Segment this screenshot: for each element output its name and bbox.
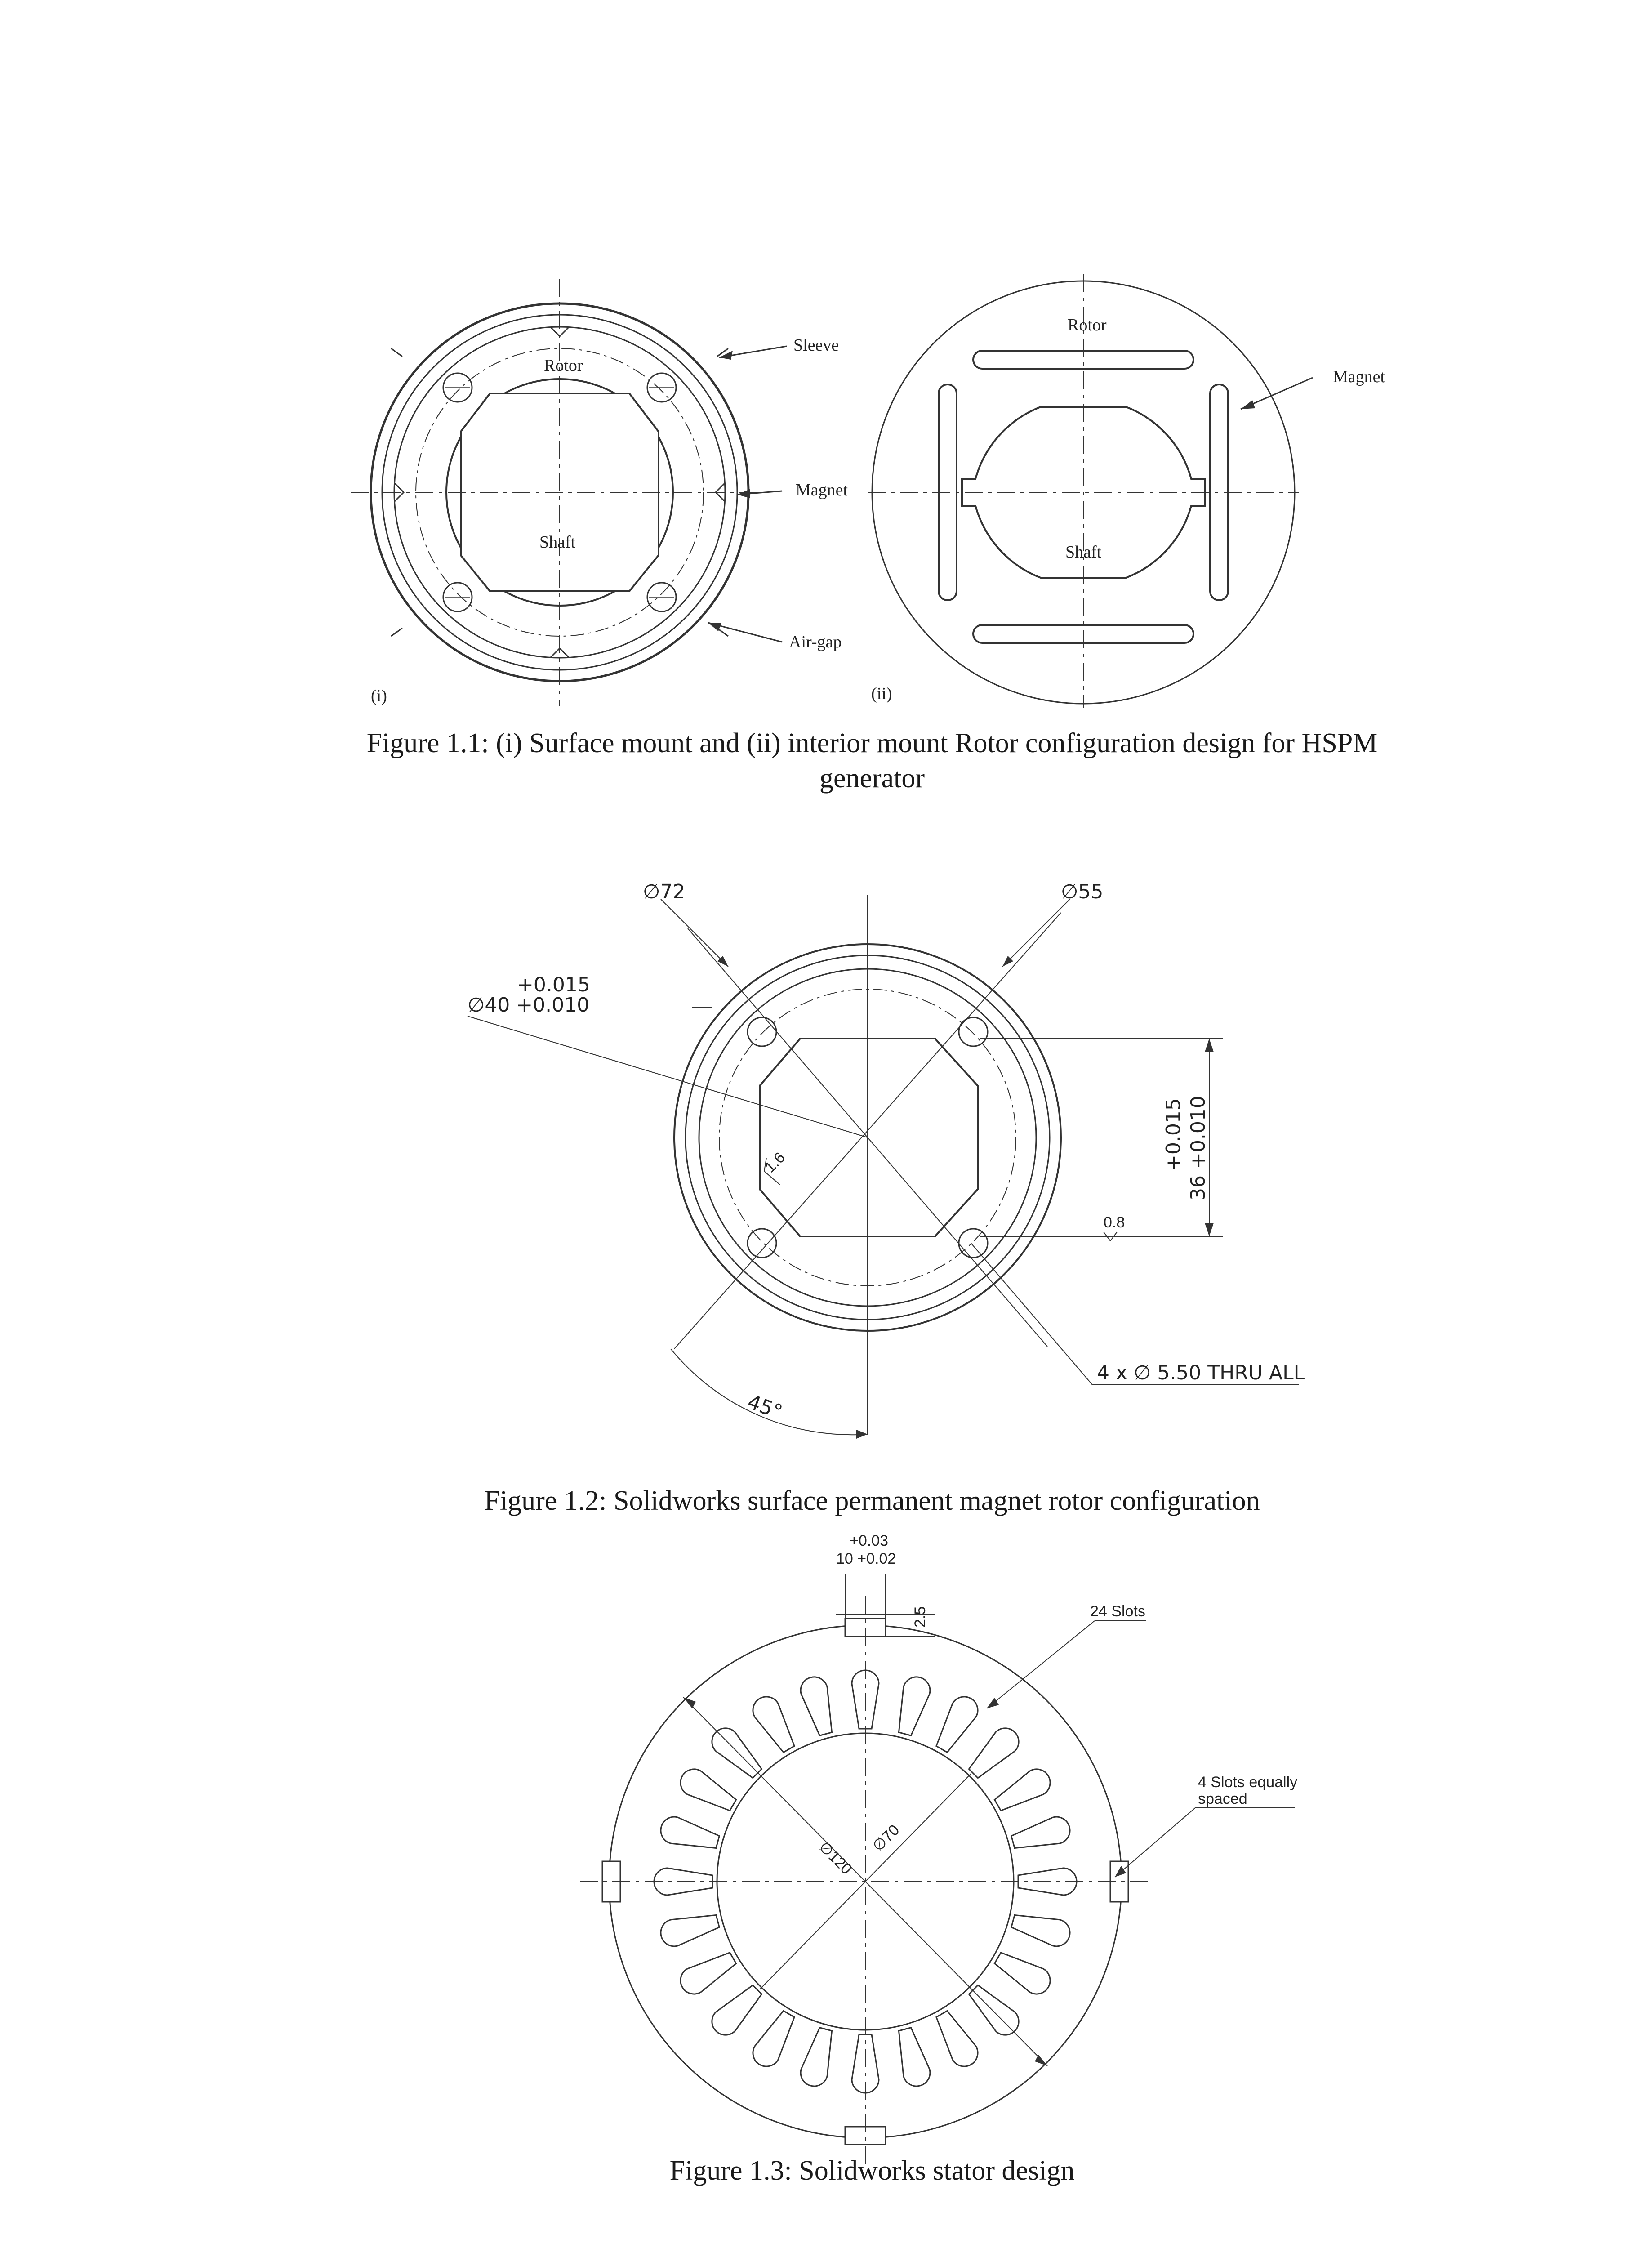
stator-slot-depth: 2.5 (912, 1606, 929, 1628)
stator-slot (706, 1722, 766, 1783)
stator-slot (991, 1946, 1055, 1999)
stator-equal-slots-line1: 4 Slots equally (1198, 1774, 1298, 1791)
shaft-label-right: Shaft (1065, 543, 1102, 562)
dim-vertical-tolerance: +0.015 (1162, 1098, 1185, 1171)
stator-slot (676, 1764, 740, 1817)
rotor-label-left: Rotor (544, 356, 583, 375)
stator-slot (658, 1908, 721, 1949)
surface-finish-b: 0.8 (1104, 1214, 1125, 1231)
stator-slot (748, 1692, 801, 1756)
figure-1-2-caption: Figure 1.2: Solidworks surface permanent magnet rotor configuration (484, 1485, 1260, 1516)
stator-slot (748, 2007, 801, 2071)
stator-diameter-120: ∅120 (815, 1838, 855, 1878)
dim-diameter-40: ∅40 +0.010 (468, 994, 590, 1017)
stator-slot (706, 1980, 766, 2040)
stator-slot (930, 1692, 983, 1756)
figure-tag-i: (i) (371, 687, 387, 705)
sleeve-label: Sleeve (793, 336, 839, 355)
shaft-label-left: Shaft (539, 533, 576, 552)
magnet-label-left: Magnet (796, 481, 848, 500)
dim-diameter-72: ∅72 (643, 880, 686, 903)
stator-slot-width: 10 +0.02 (836, 1550, 896, 1567)
stator-slot (930, 2007, 983, 2071)
stator-slot (964, 1980, 1024, 2040)
caption-line-2: generator (819, 763, 925, 794)
figure-1-3-caption: Figure 1.3: Solidworks stator design (669, 2155, 1075, 2186)
dim-tolerance-upper: +0.015 (517, 973, 590, 996)
stator-slot (991, 1764, 1055, 1817)
stator-slot (892, 2026, 933, 2089)
stator-slot (797, 2026, 839, 2089)
rotor-label-right: Rotor (1068, 316, 1107, 335)
stator-diameter-70: ∅70 (869, 1821, 903, 1855)
stator-slot (658, 1814, 721, 1855)
stator-slot (1010, 1908, 1073, 1949)
airgap-label: Air-gap (789, 633, 842, 651)
stator-drawing (580, 1574, 1298, 2167)
stator-equal-slots-line2: spaced (1198, 1790, 1247, 1807)
magnet-label-right: Magnet (1333, 367, 1385, 386)
stator-slot (964, 1722, 1024, 1783)
stator-slot (892, 1674, 933, 1737)
dim-angle-45: 45° (744, 1390, 785, 1424)
stator-tolerance-upper: +0.03 (850, 1532, 889, 1549)
caption-line-1: Figure 1.1: (i) Surface mount and (ii) interior mount Rotor configuration design for HSPM (366, 728, 1378, 758)
dim-holes-callout: 4 x ∅ 5.50 THRU ALL (1097, 1361, 1305, 1384)
stator-slot (676, 1946, 740, 1999)
dim-vertical-36: 36 +0.010 (1187, 1096, 1210, 1200)
stator-slot (797, 1674, 839, 1737)
stator-slot (1010, 1814, 1073, 1855)
figure-tag-ii: (ii) (871, 684, 892, 703)
stator-slot-count: 24 Slots (1090, 1603, 1145, 1620)
surface-finish-a: 1.6 (761, 1149, 789, 1176)
dim-diameter-55: ∅55 (1061, 880, 1104, 903)
